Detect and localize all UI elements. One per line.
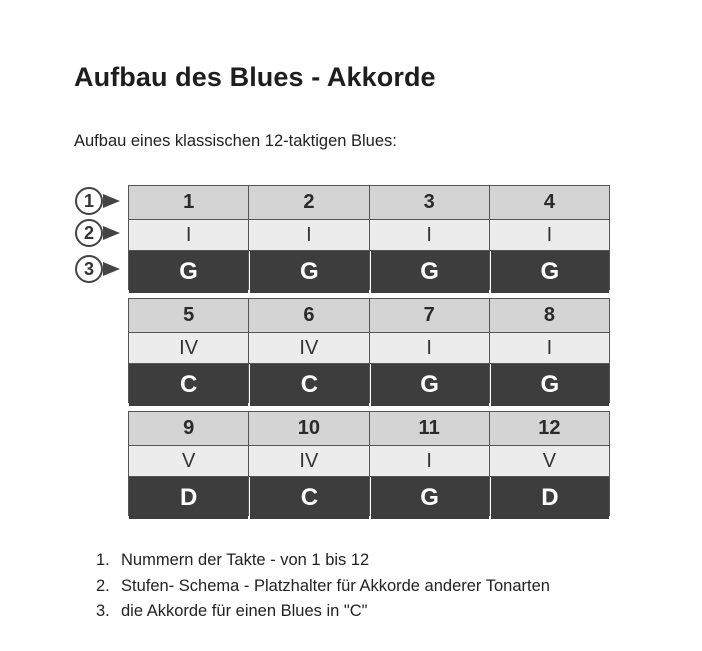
chord-name: G <box>249 251 368 293</box>
step-numeral: IV <box>249 333 368 363</box>
legend-number: 3. <box>96 602 110 620</box>
page-subtitle: Aufbau eines klassischen 12-taktigen Blues: <box>74 132 397 150</box>
chord-name: G <box>490 364 609 406</box>
step-numeral: I <box>490 333 609 363</box>
bars-grid-2 <box>128 298 610 403</box>
chord-name: D <box>490 477 609 519</box>
step-numeral: IV <box>129 333 248 363</box>
marker-3-label: 3 <box>83 259 95 279</box>
step-numeral: IV <box>249 446 368 476</box>
marker-2-label: 2 <box>83 223 95 243</box>
marker-1-label: 1 <box>83 191 95 211</box>
bar-number: 10 <box>249 412 368 445</box>
step-numeral: V <box>129 446 248 476</box>
legend-list <box>96 548 550 625</box>
step-numeral: I <box>370 333 489 363</box>
marker-2-icon <box>74 218 124 248</box>
step-numeral: I <box>370 220 489 250</box>
step-numeral: I <box>370 446 489 476</box>
legend-text: Nummern der Takte - von 1 bis 12 <box>121 551 370 569</box>
bar-number: 9 <box>129 412 248 445</box>
bar-number: 3 <box>370 186 489 219</box>
chord-name: C <box>249 364 368 406</box>
marker-3-icon <box>74 254 124 284</box>
chord-name: G <box>370 477 489 519</box>
step-numeral: I <box>490 220 609 250</box>
page-title: Aufbau des Blues - Akkorde <box>74 62 436 92</box>
bar-number: 5 <box>129 299 248 332</box>
bar-number: 7 <box>370 299 489 332</box>
chord-name: G <box>490 251 609 293</box>
chord-name: G <box>370 251 489 293</box>
legend-number: 2. <box>96 576 110 595</box>
bar-number: 2 <box>249 186 368 219</box>
legend-text: die Akkorde für einen Blues in "C" <box>121 602 368 620</box>
bar-number: 11 <box>370 412 489 445</box>
legend-item <box>96 599 550 625</box>
bar-number: 6 <box>249 299 368 332</box>
marker-1-icon <box>74 186 124 216</box>
chord-name: C <box>249 477 368 519</box>
chord-name: G <box>370 364 489 406</box>
step-numeral: I <box>249 220 368 250</box>
bar-number: 8 <box>490 299 609 332</box>
bar-number: 12 <box>490 412 609 445</box>
legend-number: 1. <box>96 551 110 569</box>
bar-number: 4 <box>490 186 609 219</box>
legend-item <box>96 548 550 574</box>
bars-grid-3 <box>128 411 610 516</box>
chord-name: G <box>129 251 248 293</box>
step-numeral: I <box>129 220 248 250</box>
bar-number: 1 <box>129 186 248 219</box>
legend-item <box>96 574 550 600</box>
legend-text: Stufen- Schema - Platzhalter für Akkorde anderer Tonarten <box>121 576 550 595</box>
step-numeral: V <box>490 446 609 476</box>
chord-name: C <box>129 364 248 406</box>
bars-grid-1 <box>128 185 610 290</box>
chord-name: D <box>129 477 248 519</box>
